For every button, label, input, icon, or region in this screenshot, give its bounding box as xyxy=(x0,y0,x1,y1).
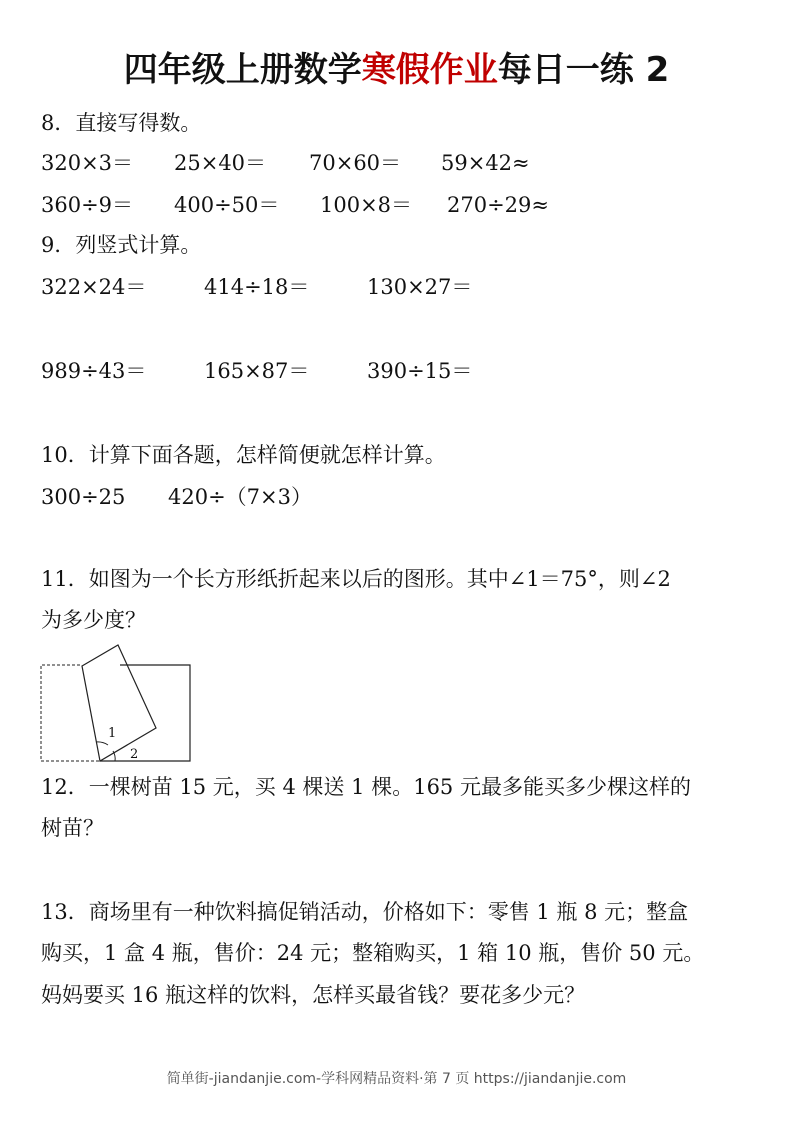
q8-expr-7: 100×8＝ xyxy=(320,193,413,217)
q11-line-2: 为多少度？ xyxy=(41,608,146,632)
page-footer: 简单街-jiandanjie.com-学科网精品资料·第 7 页 https://jiandanjie.com xyxy=(166,1071,627,1087)
q12-line-2: 树苗？ xyxy=(41,816,104,840)
q10-item-2: 420÷（7×3） xyxy=(168,485,312,509)
q12-line-1: 12．一棵树苗 15 元，买 4 棵送 1 棵。165 元最多能买多少棵这样的 xyxy=(41,775,691,799)
q10-heading: 10．计算下面各题，怎样简便就怎样计算。 xyxy=(41,443,446,467)
q8-expr-5: 360÷9＝ xyxy=(41,193,134,217)
title-highlight: 寒假作业 xyxy=(361,50,498,90)
folded-flap xyxy=(82,645,156,761)
q8-expr-3: 70×60＝ xyxy=(309,151,402,175)
q9-heading: 9．列竖式计算。 xyxy=(41,233,202,257)
q9-expr-4: 989÷43＝ xyxy=(41,359,147,383)
title-part3: 每日一练 2 xyxy=(497,50,670,90)
q8-expr-2: 25×40＝ xyxy=(174,151,267,175)
q8-expr-1: 320×3＝ xyxy=(41,151,134,175)
q8-expr-8: 270÷29≈ xyxy=(447,193,549,217)
q10-item-1: 300÷25 xyxy=(41,485,126,509)
q9-expr-2: 414÷18＝ xyxy=(204,275,310,299)
page-title xyxy=(0,44,793,96)
q9-expr-3: 130×27＝ xyxy=(367,275,473,299)
q11-line-1: 11．如图为一个长方形纸折起来以后的图形。其中∠1＝75°，则∠2 xyxy=(41,567,671,591)
angle-1-arc xyxy=(96,742,108,745)
angle-1-label: 1 xyxy=(108,726,117,741)
q8-heading: 8．直接写得数。 xyxy=(41,111,202,135)
q9-expr-1: 322×24＝ xyxy=(41,275,147,299)
q13-line-2: 购买，1 盒 4 瓶，售价：24 元；整箱购买，1 箱 10 瓶，售价 50 元。 xyxy=(41,941,705,965)
q9-expr-5: 165×87＝ xyxy=(204,359,310,383)
q9-expr-6: 390÷15＝ xyxy=(367,359,473,383)
q8-expr-4: 59×42≈ xyxy=(441,151,530,175)
rectangle-outline xyxy=(100,665,190,761)
q13-line-3: 妈妈要买 16 瓶这样的饮料，怎样买最省钱？要花多少元？ xyxy=(41,983,586,1007)
q8-expr-6: 400÷50＝ xyxy=(174,193,280,217)
q13-line-1: 13．商场里有一种饮料搞促销活动，价格如下：零售 1 瓶 8 元；整盒 xyxy=(41,900,689,924)
folded-paper-figure xyxy=(38,638,198,768)
angle-2-label: 2 xyxy=(130,747,139,762)
title-part1: 四年级上册数学 xyxy=(123,50,362,90)
